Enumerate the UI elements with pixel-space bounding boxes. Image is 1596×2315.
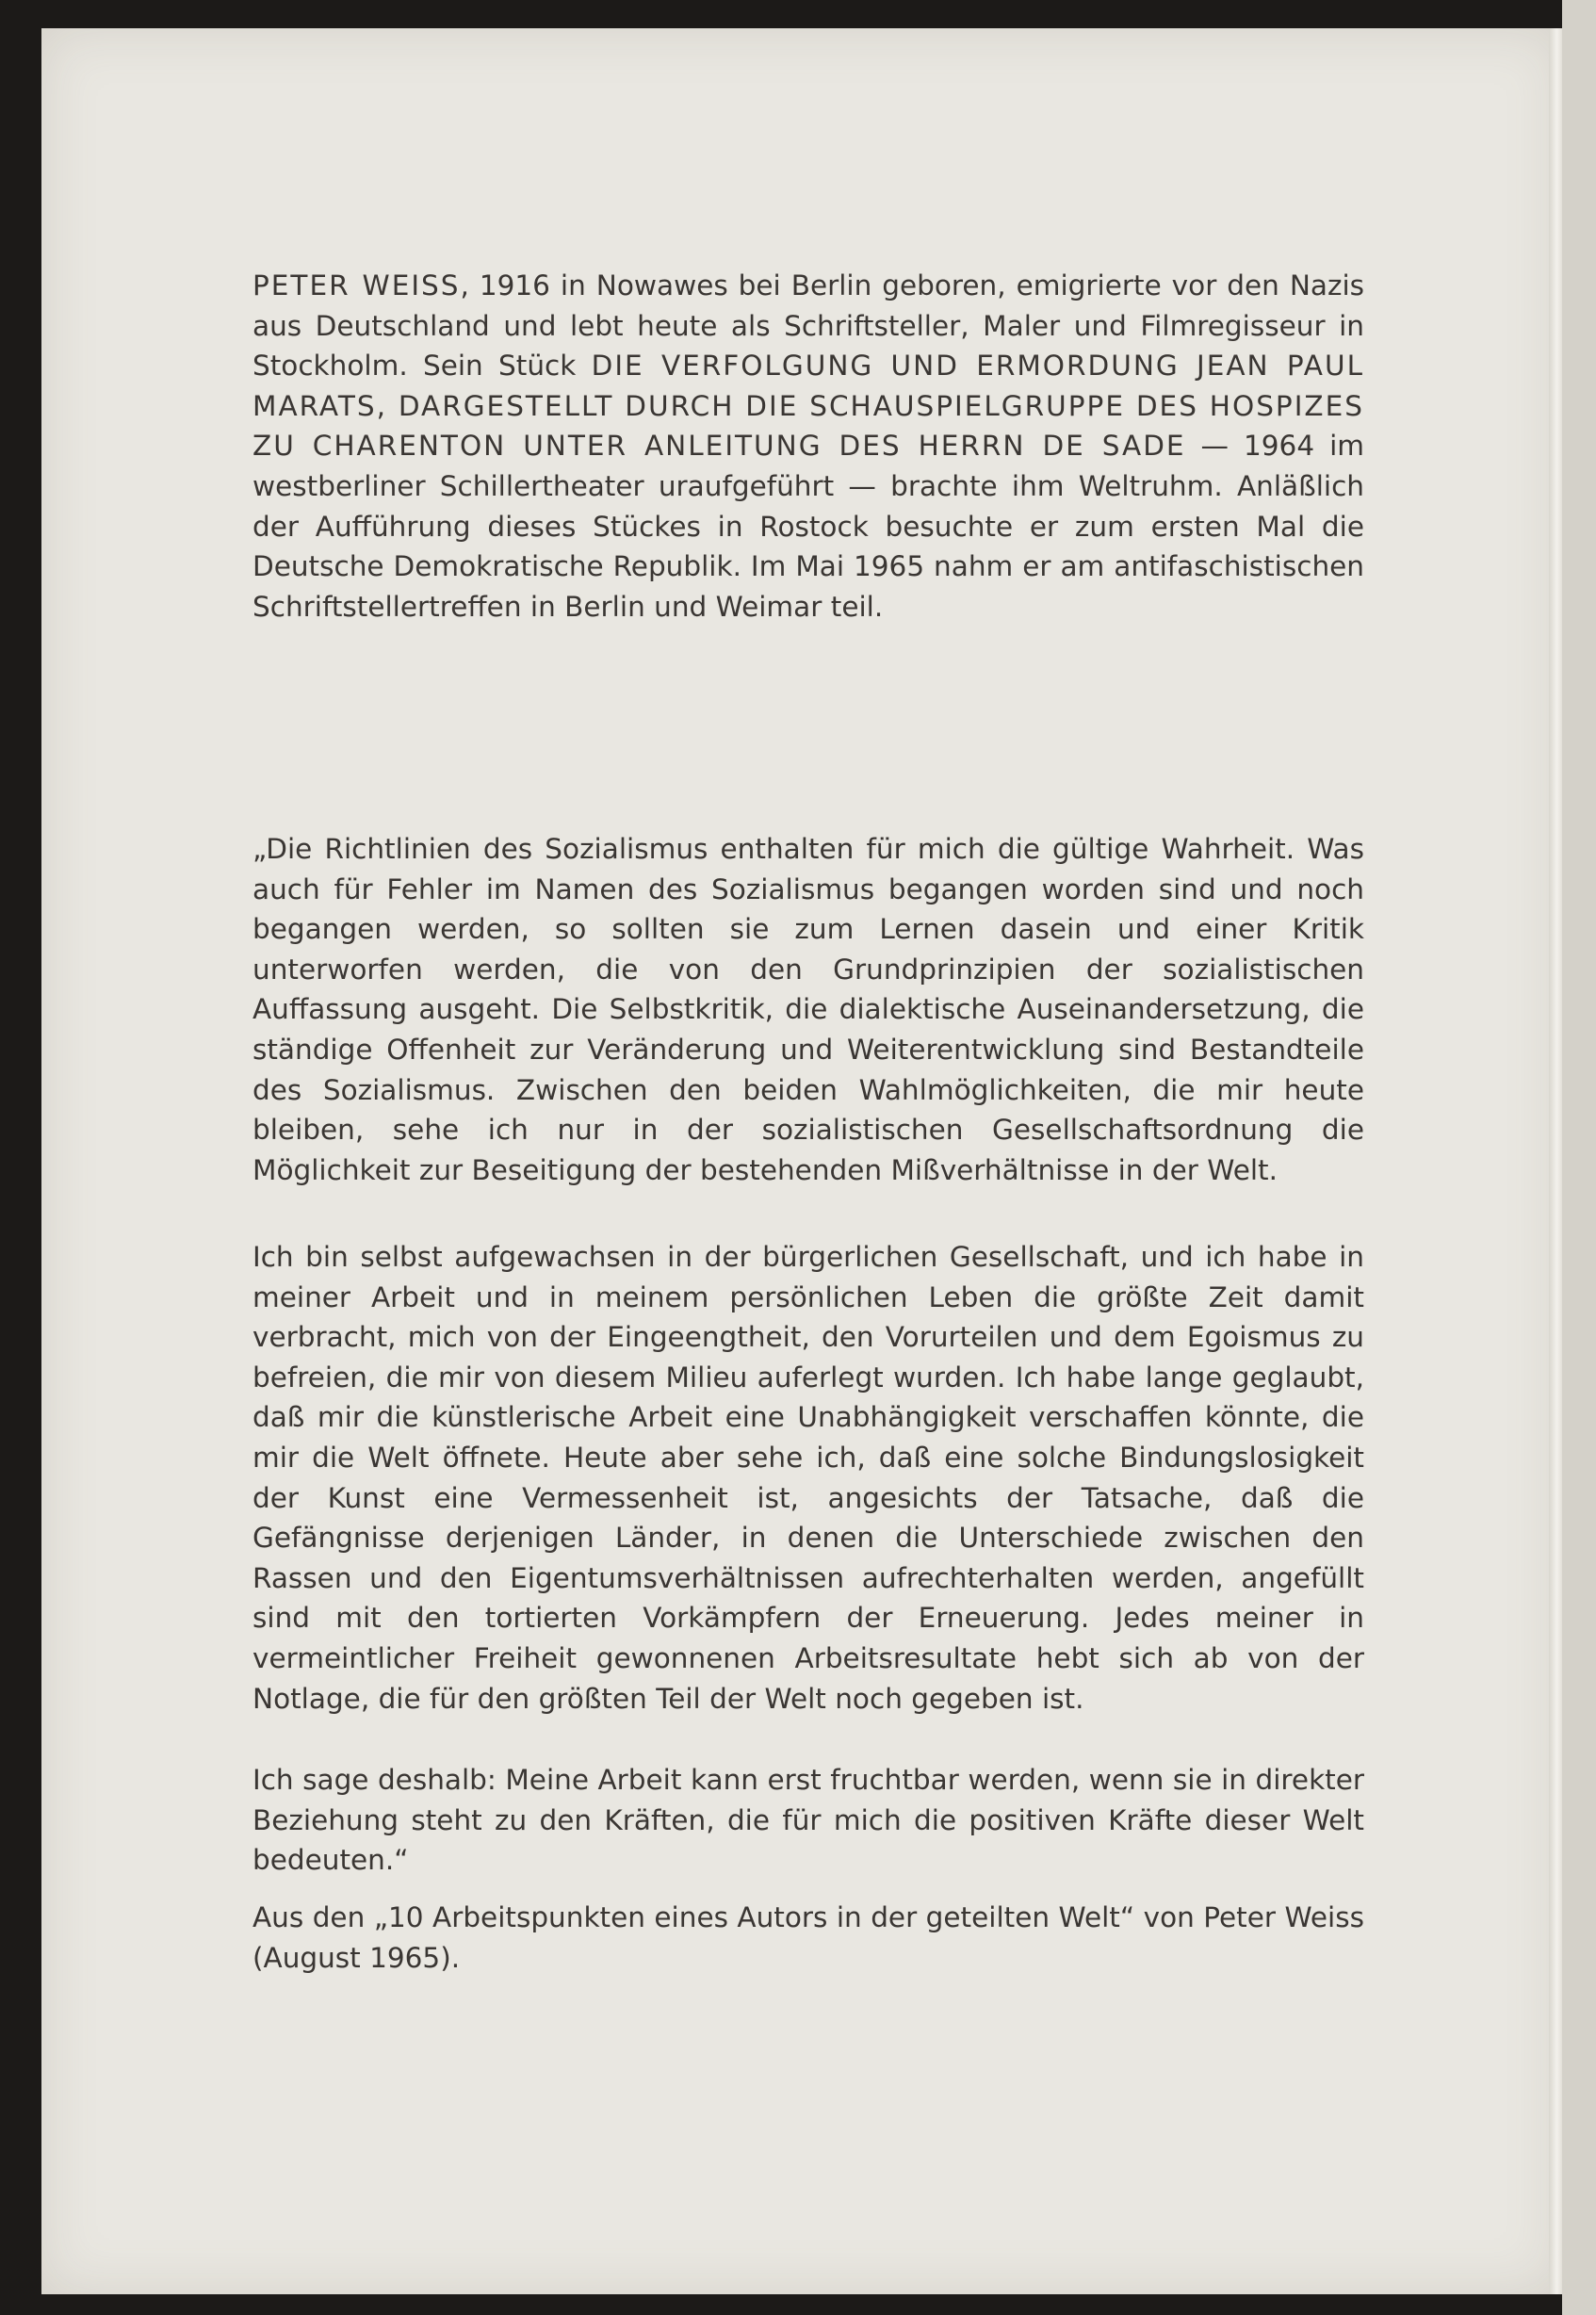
biography-intro: , 1916 in Nowawes bei Berlin geboren, emigrierte vor den Nazis aus Deutschland und lebt heute als Schriftsteller, Maler und Filmregisseur in Stockholm. Sein Stück bbox=[252, 269, 1365, 383]
quote-text-3: Ich sage deshalb: Meine Arbeit kann erst fruchtbar werden, wenn sie in direkter Beziehung steht zu den Kräften, die für mich die positiven Kräfte dieser Welt bedeuten.“ bbox=[252, 1764, 1364, 1877]
quote-paragraph-2 bbox=[252, 1237, 1364, 1719]
quote-paragraph-1 bbox=[252, 829, 1364, 1190]
quote-text-1: „Die Richtlinien des Sozialismus enthalten für mich die gültige Wahrheit. Was auch für Fehler im Namen des Sozialismus begangen worden sind und noch begangen werden, so sollten sie zum Lernen dasein und einer Kritik unterworfen werden, die von den Grundprinzipien der sozialistischen Auffassung ausgeht. Die Selbstkritik, die dialektische Auseinandersetzung, die ständige Offenheit zur Veränderung und Weiterentwicklung sind Bestandteile des Sozialismus. Zwischen den beiden Wahlmöglichkeiten, die mir heute bleiben, sehe ich nur in der sozialistischen Gesellschaftsordnung die Möglichkeit zur Beseitigung der bestehenden Mißverhältnisse in der Welt. bbox=[252, 833, 1364, 1186]
author-biography bbox=[252, 266, 1364, 627]
quote-paragraph-3 bbox=[252, 1760, 1364, 1881]
play-title: DIE VERFOLGUNG UND ERMORDUNG JEAN PAUL MARATS, DARGESTELLT DURCH DIE SCHAUSPIELGRUPPE DES HOSPIZES ZU CHARENTON UNTER ANLEITUNG DES HERRN DE SADE bbox=[252, 350, 1365, 463]
biography-paragraph bbox=[252, 266, 1364, 627]
quote-source bbox=[252, 1898, 1364, 1978]
paper-fold-edge bbox=[1549, 28, 1562, 2294]
biography-rest: — 1964 im westberliner Schillertheater uraufgeführt — brachte ihm Weltruhm. Anläßlich der Aufführung dieses Stückes in Rostock besuchte er zum ersten Mal die Deutsche Demokratische Republik. Im Mai 1965 nahm er am antifaschistischen Schriftstellertreffen in Berlin und Weimar teil. bbox=[252, 430, 1364, 623]
quote-text-2: Ich bin selbst aufgewachsen in der bürgerlichen Gesellschaft, und ich habe in meiner Arbeit und in meinem persönlichen Leben die größte Zeit damit verbracht, mich von der Eingeengtheit, den Vorurteilen und dem Egoismus zu befreien, die mir von diesem Milieu auferlegt wurden. Ich habe lange geglaubt, daß mir die künstlerische Arbeit eine Unabhängigkeit verschaffen könnte, die mir die Welt öffnete. Heute aber sehe ich, daß eine solche Bindungslosigkeit der Kunst eine Vermessenheit ist, angesichts der Tatsache, daß die Gefängnisse derjenigen Länder, in denen die Unterschiede zwischen den Rassen und den Eigentumsverhältnissen aufrechterhalten werden, angefüllt sind mit den tortierten Vorkämpfern der Erneuerung. Jedes meiner in vermeintlicher Freiheit gewonnenen Arbeitsresultate hebt sich ab von der Notlage, die für den größten Teil der Welt noch gegeben ist. bbox=[252, 1241, 1364, 1715]
author-name: PETER WEISS bbox=[252, 269, 461, 302]
source-text: Aus den „10 Arbeitspunkten eines Autors in der geteilten Welt“ von Peter Weiss (August 1965). bbox=[252, 1901, 1364, 1974]
adjacent-page-edge bbox=[1562, 0, 1596, 2315]
